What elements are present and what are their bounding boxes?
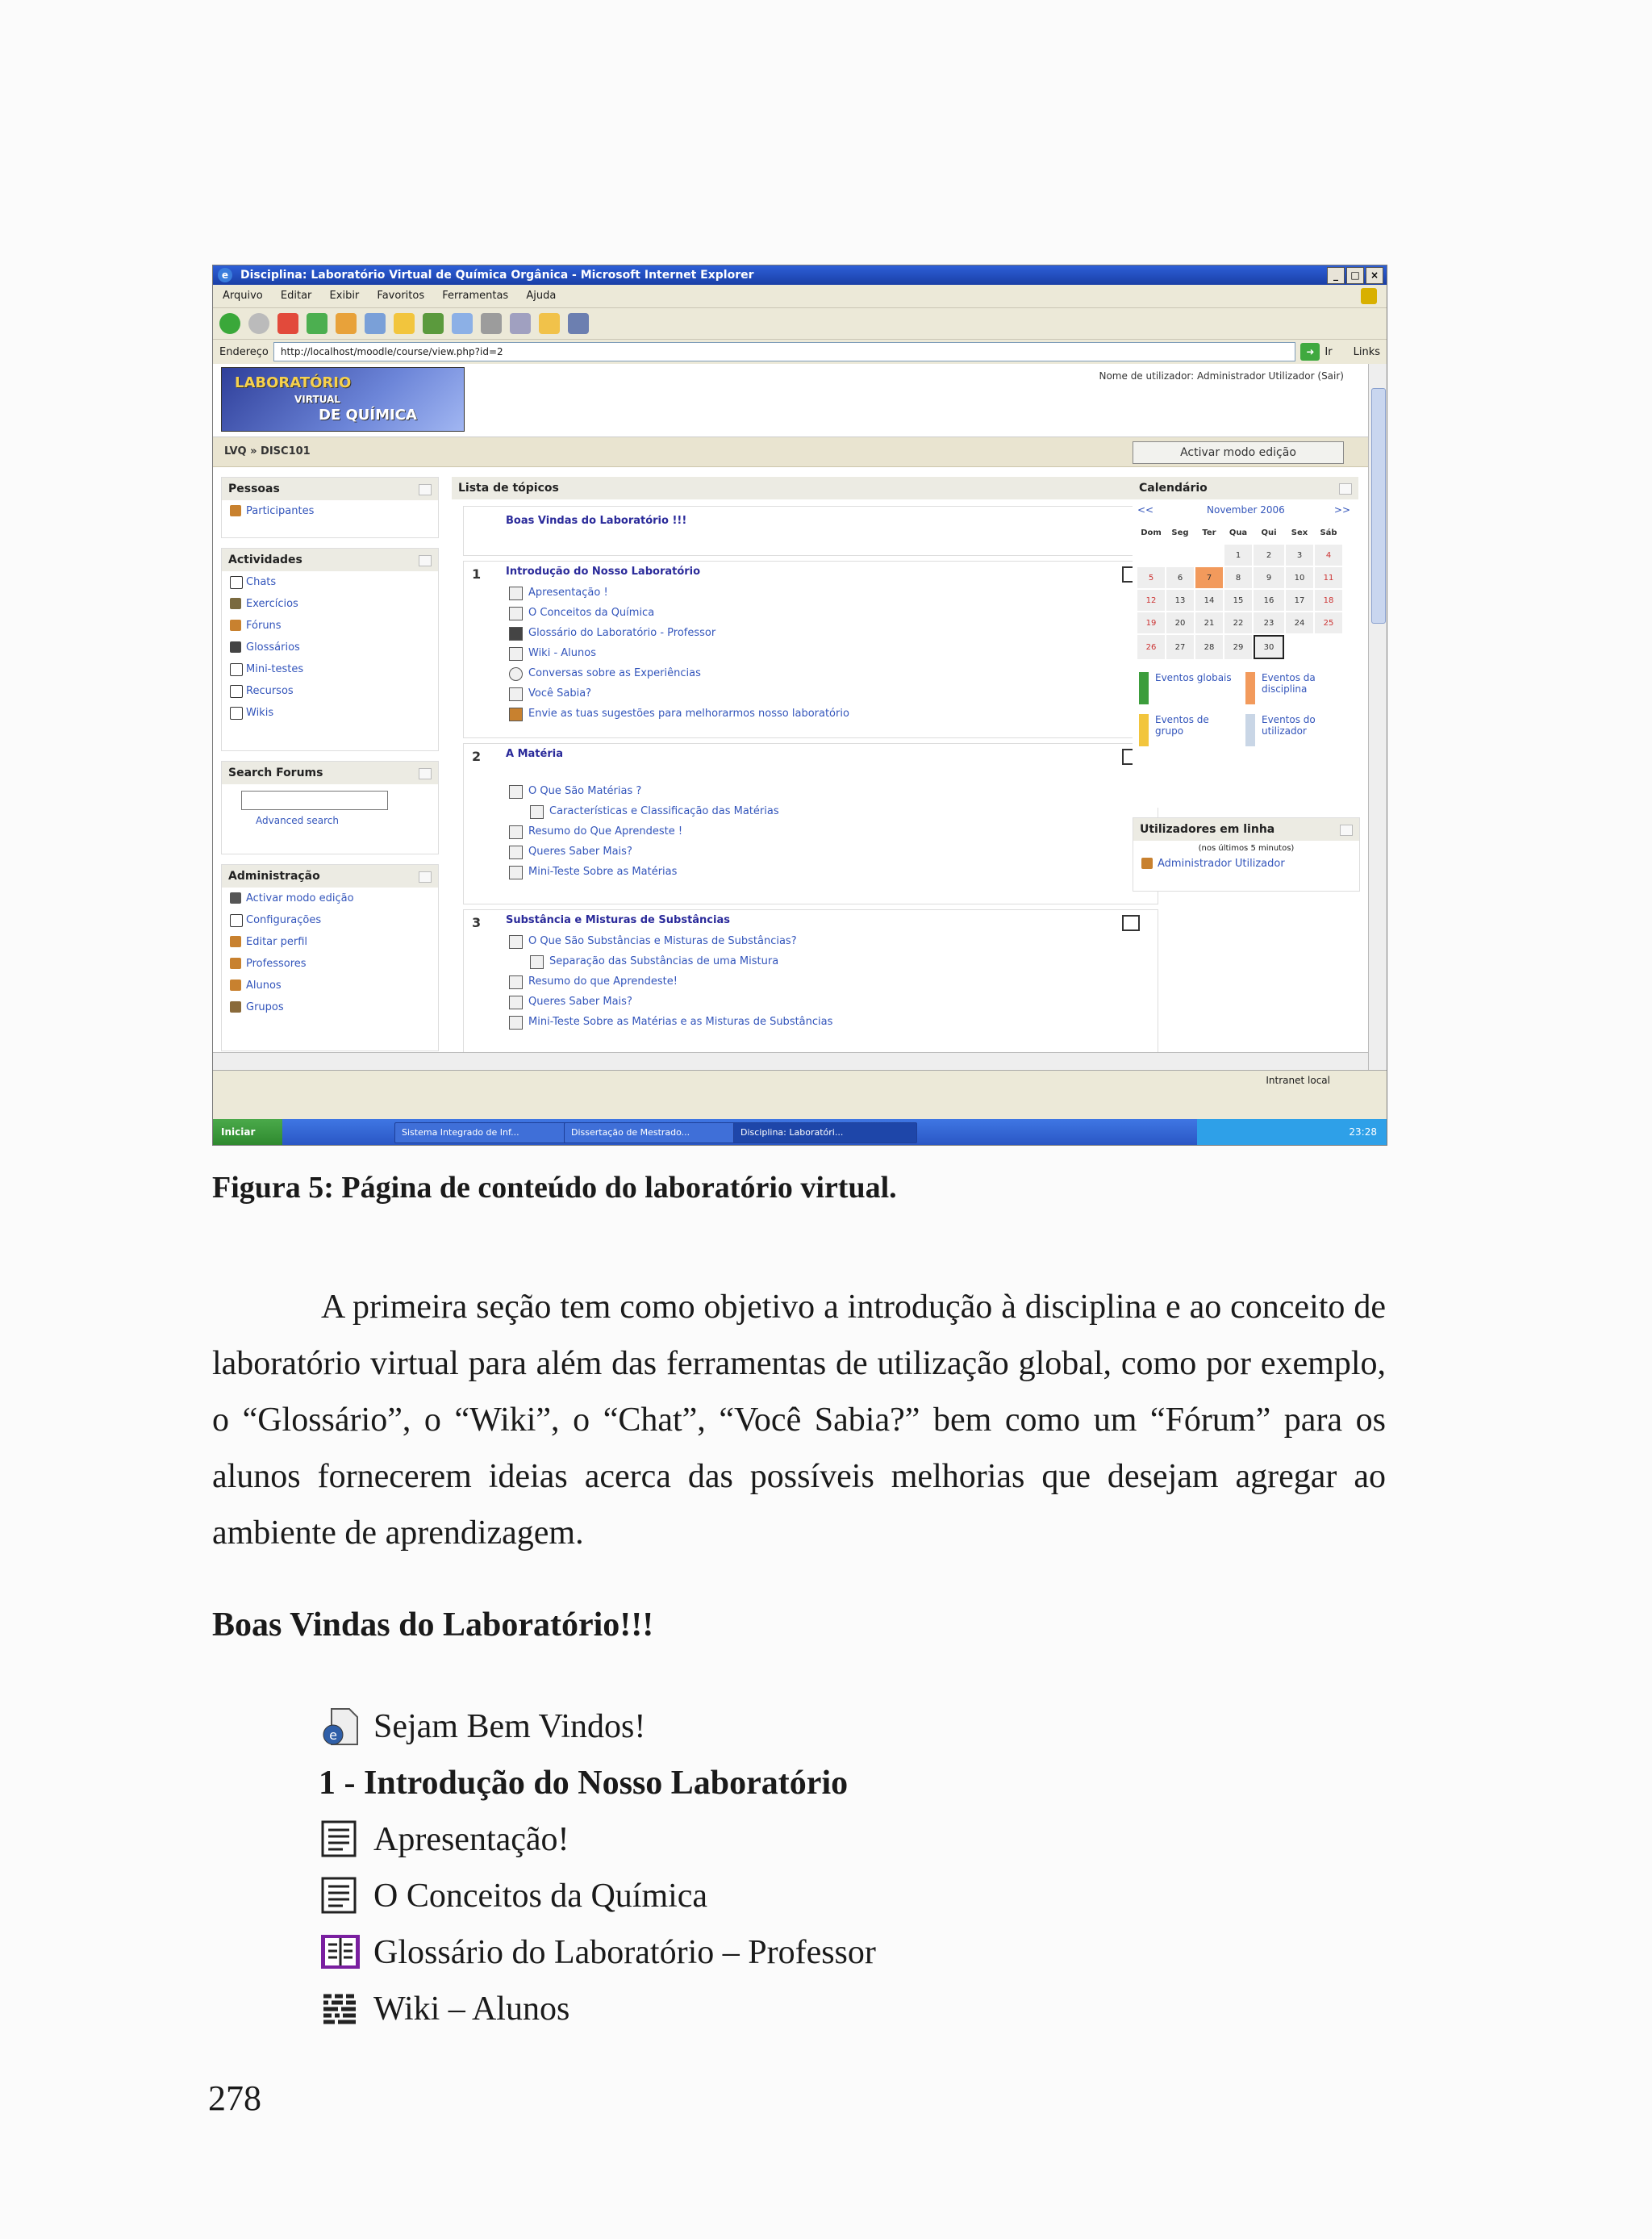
status-bar — [213, 1070, 1387, 1090]
menu-exibir[interactable]: Exibir — [329, 290, 360, 302]
calendar-day[interactable]: 13 — [1166, 590, 1194, 611]
paragraph-text: A primeira seção tem como objetivo a introdução à disciplina e ao conceito de laboratório virtual para além das ferramentas de utilização global, como por exemplo, o “Glossário”, o “Wiki”, o “Chat”, “Você Sabia?” bem como um “Fórum” para os alunos fornecerem ideias acerca das possíveis melhorias que desejam agregar ao ambiente de aprendizagem. — [212, 1289, 1386, 1552]
page-number: 278 — [208, 2078, 261, 2118]
topic-2 — [463, 743, 1158, 904]
calendar-day[interactable]: 27 — [1166, 635, 1194, 659]
calendar-legend — [1133, 669, 1358, 758]
profile-icon — [230, 936, 241, 947]
menu-favoritos[interactable]: Favoritos — [377, 290, 425, 302]
menu-arquivo[interactable]: Arquivo — [223, 290, 263, 302]
address-input[interactable]: http://localhost/moodle/course/view.php?id=2 — [273, 342, 1296, 361]
forum-icon — [509, 708, 523, 721]
prev-month-link[interactable]: << — [1137, 504, 1154, 516]
page-icon — [509, 587, 523, 600]
menu-bar — [213, 285, 1387, 308]
resource-icon — [230, 685, 243, 698]
calendar-day[interactable]: 9 — [1254, 567, 1284, 588]
weekday-header: Seg — [1171, 528, 1189, 537]
global-events-swatch — [1139, 672, 1149, 704]
print-icon[interactable] — [481, 313, 502, 334]
legend-user[interactable]: Eventos do utilizador — [1262, 714, 1316, 737]
calendar-grid — [1136, 520, 1344, 661]
activity-forums[interactable]: Fóruns — [222, 615, 438, 637]
collapse-icon[interactable] — [419, 768, 432, 779]
calendar-day[interactable]: 25 — [1315, 612, 1342, 633]
activity-wikis[interactable]: Wikis — [222, 702, 438, 724]
people-block — [221, 477, 439, 538]
links-label[interactable]: Links — [1353, 345, 1380, 358]
topic-number: 2 — [472, 749, 482, 764]
online-users-block — [1133, 817, 1360, 892]
list-item: Wiki – Alunos — [319, 1981, 876, 2037]
administration-block — [221, 864, 439, 1051]
page-icon — [509, 607, 523, 620]
glossary-icon — [509, 627, 523, 641]
windows-taskbar — [213, 1119, 1387, 1145]
maximize-button[interactable]: □ — [1346, 267, 1364, 284]
go-button[interactable]: ➜ — [1300, 343, 1320, 361]
topic-3 — [463, 909, 1158, 1070]
activity-link[interactable]: Apresentação ! — [528, 583, 1158, 603]
page-icon — [509, 825, 523, 839]
favorites-star-icon[interactable] — [394, 313, 415, 334]
weekday-header: Sex — [1291, 528, 1308, 537]
course-events-swatch — [1245, 672, 1255, 704]
scroll-thumb[interactable] — [1371, 388, 1386, 624]
calendar-day[interactable]: 24 — [1286, 612, 1313, 633]
activity-link[interactable]: Características e Classificação das Matérias — [549, 801, 1158, 821]
admin-edit-profile[interactable]: Editar perfil — [222, 931, 438, 953]
calendar-day — [1195, 545, 1223, 566]
activity-link[interactable]: Você Sabia? — [528, 683, 1158, 704]
weekday-header: Qui — [1261, 528, 1277, 537]
group-events-swatch — [1139, 714, 1149, 746]
breadcrumb-text[interactable]: LVQ » DISC101 — [224, 445, 311, 457]
chat-icon — [509, 667, 523, 681]
edit-icon[interactable] — [510, 313, 531, 334]
admin-groups[interactable]: Grupos — [222, 996, 438, 1018]
glossary-icon — [230, 641, 241, 653]
calendar-day[interactable]: 11 — [1315, 567, 1342, 588]
calendar-day — [1137, 545, 1165, 566]
quiz-icon — [509, 1016, 523, 1030]
list-item: e Sejam Bem Vindos! — [319, 1698, 876, 1755]
exercise-icon — [230, 598, 241, 609]
user-icon — [1141, 858, 1153, 869]
legend-global[interactable]: Eventos globais — [1155, 672, 1232, 683]
welcome-section — [463, 506, 1158, 556]
calendar-day[interactable]: 5 — [1137, 567, 1165, 588]
teachers-icon — [230, 958, 241, 969]
forward-icon[interactable] — [248, 313, 269, 334]
online-users-title: Utilizadores em linha — [1133, 818, 1359, 841]
calendar-day[interactable]: 29 — [1224, 635, 1252, 659]
page-icon — [530, 805, 544, 819]
activity-link[interactable]: O Conceitos da Química — [528, 603, 1158, 623]
activity-resources[interactable]: Recursos — [222, 680, 438, 702]
students-icon — [230, 980, 241, 991]
logo-line-1: LABORATÓRIO — [235, 374, 352, 391]
activity-link[interactable]: Resumo do Que Aprendeste ! — [528, 821, 1158, 842]
page-icon — [509, 935, 523, 949]
page-icon — [320, 1820, 361, 1859]
vertical-scrollbar[interactable] — [1368, 364, 1387, 1070]
weekday-header: Sáb — [1320, 528, 1337, 537]
calendar-title: Calendário — [1133, 477, 1358, 499]
advanced-search-link[interactable]: Advanced search — [256, 815, 339, 826]
activity-chats[interactable]: Chats — [222, 571, 438, 593]
menu-editar[interactable]: Editar — [280, 290, 312, 302]
system-tray — [1197, 1119, 1387, 1145]
svg-text:e: e — [329, 1727, 337, 1743]
quiz-icon — [230, 663, 243, 676]
calendar-day[interactable]: 1 — [1224, 545, 1252, 566]
topic-title: Substância e Misturas de Substâncias — [506, 914, 730, 926]
calendar-day[interactable]: 2 — [1254, 545, 1284, 566]
ie-icon: e — [218, 268, 232, 282]
document-icon — [320, 1707, 361, 1746]
collapse-icon[interactable] — [419, 871, 432, 883]
next-month-link[interactable]: >> — [1333, 504, 1350, 516]
wiki-icon — [230, 707, 243, 720]
activity-link[interactable]: Glossário do Laboratório - Professor — [528, 623, 1158, 643]
activity-exercises[interactable]: Exercícios — [222, 593, 438, 615]
folder-icon[interactable] — [539, 313, 560, 334]
login-info[interactable]: Nome de utilizador: Administrador Utilizador (Sair) — [1099, 370, 1344, 382]
calendar-month: November 2006 — [1207, 504, 1285, 516]
weekday-header: Qua — [1229, 528, 1248, 537]
activity-minitests[interactable]: Mini-testes — [222, 658, 438, 680]
page-icon — [509, 846, 523, 859]
content-list — [319, 1698, 876, 2037]
window-title: Disciplina: Laboratório Virtual de Química Orgânica - Microsoft Internet Explorer — [240, 269, 754, 282]
page-icon — [509, 975, 523, 989]
refresh-icon[interactable] — [307, 313, 327, 334]
activity-link[interactable]: Resumo do que Aprendeste! — [528, 971, 1158, 992]
calendar-day[interactable]: 4 — [1315, 545, 1342, 566]
body-paragraph — [212, 1279, 1386, 1561]
taskbar-item-active[interactable]: Disciplina: Laboratóri... — [733, 1122, 917, 1143]
forum-search-input[interactable] — [241, 791, 388, 810]
browser-toolbar — [213, 308, 1387, 340]
chat-icon — [230, 576, 243, 589]
back-icon[interactable] — [219, 313, 240, 334]
edit-icon — [230, 892, 241, 904]
admin-students[interactable]: Alunos — [222, 975, 438, 996]
close-button[interactable]: × — [1366, 267, 1383, 284]
admin-teachers[interactable]: Professores — [222, 953, 438, 975]
calendar-day[interactable]: 21 — [1195, 612, 1223, 633]
calendar-day[interactable]: 17 — [1286, 590, 1313, 611]
list-item: Apresentação! — [319, 1811, 876, 1868]
topics-header — [452, 477, 1170, 499]
calendar-day[interactable]: 6 — [1166, 567, 1194, 588]
clock: 23:28 — [1349, 1126, 1377, 1138]
collapse-icon[interactable] — [1339, 483, 1352, 495]
section-heading: Boas Vindas do Laboratório!!! — [212, 1606, 654, 1644]
activity-link[interactable]: Queres Saber Mais? — [528, 992, 1158, 1012]
window-controls — [1327, 267, 1383, 284]
calendar-day[interactable]: 19 — [1137, 612, 1165, 633]
horizontal-scrollbar[interactable] — [213, 1052, 1368, 1071]
calendar-day[interactable]: 7 — [1195, 567, 1223, 588]
page-icon — [509, 785, 523, 799]
window-titlebar — [213, 265, 1387, 285]
activities-block — [221, 548, 439, 751]
users-icon — [230, 505, 241, 516]
legend-course[interactable]: Eventos da disciplina — [1262, 672, 1316, 695]
forum-icon — [230, 620, 241, 631]
page-icon — [509, 687, 523, 701]
groups-icon — [230, 1001, 241, 1013]
status-filler — [213, 1089, 1387, 1119]
activity-link[interactable]: Wiki - Alunos — [528, 643, 1158, 663]
edit-mode-button[interactable]: Activar modo edição — [1133, 441, 1344, 464]
site-banner — [213, 364, 1368, 437]
activity-glossaries[interactable]: Glossários — [222, 637, 438, 658]
calendar-day[interactable]: 28 — [1195, 635, 1223, 659]
admin-edit-mode[interactable]: Activar modo edição — [222, 888, 438, 909]
collapse-icon[interactable] — [1340, 825, 1353, 836]
user-events-swatch — [1245, 714, 1255, 746]
messenger-icon[interactable] — [568, 313, 589, 334]
activity-link[interactable]: Mini-Teste Sobre as Matérias — [528, 862, 1158, 882]
logo-line-2: VIRTUAL — [294, 394, 340, 405]
topic-1 — [463, 561, 1158, 738]
calendar-day — [1315, 635, 1342, 659]
address-bar — [213, 340, 1387, 365]
wiki-icon — [320, 1990, 361, 2028]
page-icon — [509, 996, 523, 1009]
list-item: O Conceitos da Química — [319, 1868, 876, 1924]
topic-number: 3 — [472, 915, 482, 930]
search-icon[interactable] — [365, 313, 386, 334]
calendar-day[interactable]: 15 — [1224, 590, 1252, 611]
calendar-day[interactable]: 14 — [1195, 590, 1223, 611]
taskbar-item[interactable]: Sistema Integrado de Inf... — [394, 1122, 570, 1143]
weekday-header: Dom — [1141, 528, 1162, 537]
list-item: Glossário do Laboratório – Professor — [319, 1924, 876, 1981]
topic-title: A Matéria — [506, 748, 563, 760]
admin-settings[interactable]: Configurações — [222, 909, 438, 931]
activities-block-title: Actividades — [222, 549, 438, 571]
home-icon[interactable] — [336, 313, 357, 334]
mail-icon[interactable] — [452, 313, 473, 334]
page-icon — [320, 1877, 361, 1915]
start-button[interactable]: Iniciar — [213, 1119, 282, 1145]
minimize-button[interactable]: _ — [1327, 267, 1345, 284]
calendar-day[interactable]: 12 — [1137, 590, 1165, 611]
site-logo[interactable] — [221, 367, 465, 432]
history-icon[interactable] — [423, 313, 444, 334]
moodle-page — [213, 364, 1368, 1070]
collapse-icon[interactable] — [419, 484, 432, 495]
activity-link[interactable]: Queres Saber Mais? — [528, 842, 1158, 862]
logo-line-3: DE QUÍMICA — [319, 407, 417, 424]
settings-icon — [230, 914, 243, 927]
activity-link[interactable]: O Que São Substâncias e Misturas de Substâncias? — [528, 931, 1158, 951]
participants-link[interactable]: Participantes — [222, 500, 438, 522]
topics-title: Lista de tópicos — [452, 477, 1170, 499]
windows-flag-icon — [1361, 288, 1377, 304]
security-zone: Intranet local — [1266, 1075, 1330, 1086]
calendar-day — [1286, 635, 1313, 659]
calendar-day[interactable]: 3 — [1286, 545, 1313, 566]
glossary-icon — [320, 1933, 361, 1972]
search-block-title: Search Forums — [222, 762, 438, 784]
address-label: Endereço — [219, 345, 269, 358]
calendar-day[interactable]: 23 — [1254, 612, 1284, 633]
topic-number: 1 — [472, 566, 482, 582]
calendar-day — [1166, 545, 1194, 566]
activity-link[interactable]: Conversas sobre as Experiências — [528, 663, 1158, 683]
menu-ajuda[interactable]: Ajuda — [526, 290, 557, 302]
quiz-icon — [509, 866, 523, 879]
show-only-topic-icon[interactable] — [1122, 915, 1140, 931]
stop-icon[interactable] — [277, 313, 298, 334]
calendar-day[interactable]: 30 — [1254, 635, 1284, 659]
calendar-day[interactable]: 20 — [1166, 612, 1194, 633]
people-block-title: Pessoas — [222, 478, 438, 500]
figure-caption: Figura 5: Página de conteúdo do laboratório virtual. — [212, 1171, 897, 1205]
weekday-header: Ter — [1202, 528, 1216, 537]
calendar-day[interactable]: 16 — [1254, 590, 1284, 611]
browser-screenshot — [212, 265, 1387, 1146]
taskbar-item[interactable]: Dissertação de Mestrado... — [564, 1122, 740, 1143]
menu-ferramentas[interactable]: Ferramentas — [442, 290, 509, 302]
welcome-title[interactable]: Boas Vindas do Laboratório !!! — [506, 515, 687, 527]
activity-link[interactable]: Mini-Teste Sobre as Matérias e as Misturas de Substâncias — [528, 1012, 1158, 1032]
calendar-block — [1133, 477, 1358, 808]
calendar-day[interactable]: 26 — [1137, 635, 1165, 659]
search-forums-block — [221, 761, 439, 854]
calendar-day[interactable]: 22 — [1224, 612, 1252, 633]
wiki-icon — [509, 647, 523, 661]
admin-block-title: Administração — [222, 865, 438, 888]
calendar-day[interactable]: 10 — [1286, 567, 1313, 588]
topic-title: Introdução do Nosso Laboratório — [506, 566, 701, 578]
calendar-nav — [1133, 499, 1358, 520]
list-item: 1 - Introdução do Nosso Laboratório — [319, 1765, 849, 1802]
online-user[interactable]: Administrador Utilizador — [1133, 853, 1359, 875]
page-icon — [530, 955, 544, 969]
legend-group[interactable]: Eventos de grupo — [1155, 714, 1209, 737]
activity-link[interactable]: Separação das Substâncias de uma Mistura — [549, 951, 1158, 971]
collapse-icon[interactable] — [419, 555, 432, 566]
breadcrumb — [213, 437, 1368, 467]
go-label[interactable]: Ir — [1325, 345, 1333, 358]
calendar-day[interactable]: 18 — [1315, 590, 1342, 611]
online-users-subtitle: (nos últimos 5 minutos) — [1198, 844, 1295, 853]
activity-link[interactable]: O Que São Matérias ? — [528, 781, 1158, 801]
calendar-day[interactable]: 8 — [1224, 567, 1252, 588]
activity-link[interactable]: Envie as tuas sugestões para melhorarmos nosso laboratório — [528, 704, 1158, 724]
